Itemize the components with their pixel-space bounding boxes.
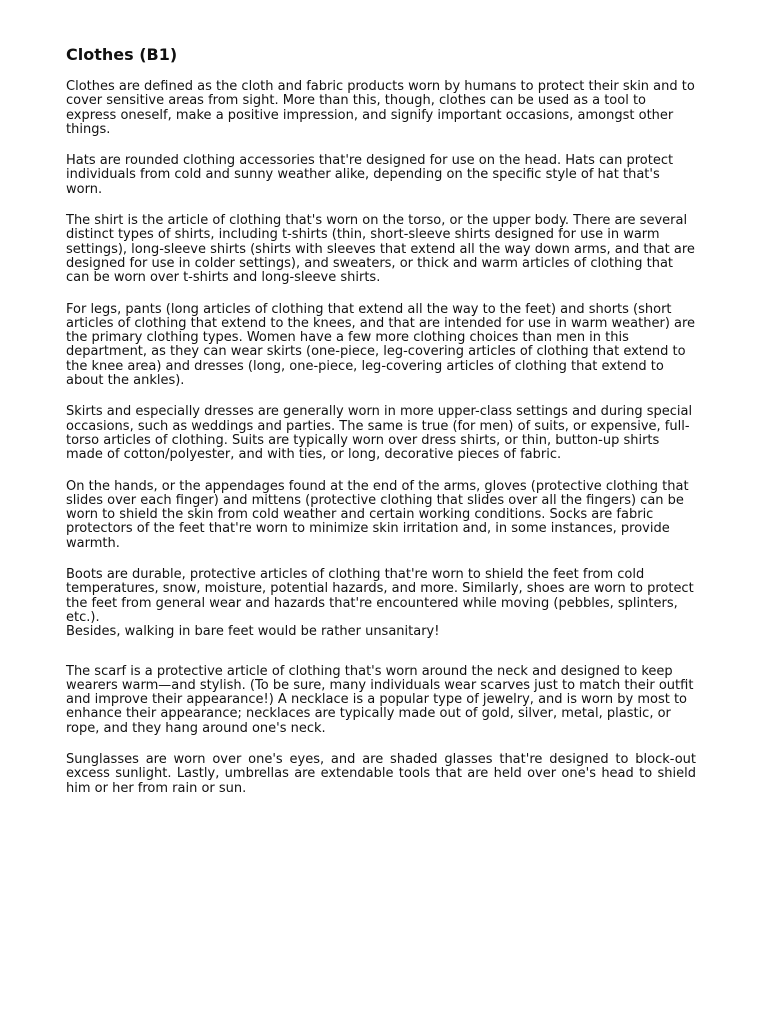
paragraph-gloves-socks: On the hands, or the appendages found at the end of the arms, gloves (protective clothing that slides over each finger) and mittens (protective clothing that slides over all the fingers) can be worn to shield the skin from cold weather and certain working conditions. Socks are fabric protectors of the feet that're worn to minimize skin irritation and, in some instances, provide warmth. bbox=[66, 478, 689, 551]
paragraph-skirts-suits: Skirts and especially dresses are generally worn in more upper-class settings and during special occasions, such as weddings and parties. The same is true (for men) of suits, or expensive, full-torso articles of clothing. Suits are typically worn over dress shirts, or thin, button-up shirts made of cotton/polyester, and with ties, or long, decorative pieces of fabric. bbox=[66, 404, 693, 463]
document-title: Clothes (B1) bbox=[66, 45, 178, 64]
paragraph-clothes-definition: Clothes are defined as the cloth and fabric products worn by humans to protect their skin and to cover sensitive areas from sight. More than this, though, clothes can be used as a tool to express oneself, make a positive impression, and signify important occasions, amongst other things. bbox=[66, 79, 695, 137]
paragraph-shirts: The shirt is the article of clothing that's worn on the torso, or the upper body. There are several distinct types of shirts, including t-shirts (thin, short-sleeve shirts designed for use in warm settings), long-sleeve shirts (shirts with sleeves that extend all the way down arms, and that are designed for use in colder settings), and sweaters, or thick and warm articles of clothing that can be worn over t-shirts and long-sleeve shirts. bbox=[66, 213, 695, 286]
paragraph-bare-feet: Besides, walking in bare feet would be rather unsanitary! bbox=[66, 624, 440, 640]
paragraph-legs: For legs, pants (long articles of clothing that extend all the way to the feet) and shorts (short articles of clothing that extend to the knees, and that are intended for use in warm weather) are the primary clothing types. Women have a few more clothing choices than men in this department, as they can wear skirts (one-piece, leg-covering articles of clothing that extend to the knee area) and dresses (long, one-piece, leg-covering articles of clothing that extend to about the ankles). bbox=[66, 301, 696, 389]
document-page bbox=[66, 44, 696, 813]
paragraph-hats: Hats are rounded clothing accessories that're designed for use on the head. Hats can protect individuals from cold and sunny weather alike, depending on the specific style of hat that's worn. bbox=[66, 153, 674, 197]
paragraph-boots-shoes: Boots are durable, protective articles of clothing that're worn to shield the feet from cold temperatures, snow, moisture, potential hazards, and more. Similarly, shoes are worn to protect the feet from general wear and hazards that're encountered while moving (pebbles, splinters, etc.). bbox=[66, 567, 694, 625]
paragraph-sunglasses-umbrellas: Sunglasses are worn over one's eyes, and are shaded glasses that're designed to block-out excess sunlight. Lastly, umbrellas are extendable tools that are held over one's head to shield him or her from rain or sun. bbox=[66, 751, 696, 796]
paragraph-scarf-necklace: The scarf is a protective article of clothing that's worn around the neck and designed to keep wearers warm—and stylish. (To be sure, many individuals wear scarves just to match their outfit and improve their appearance!) A necklace is a popular type of jewelry, and is worn by most to enhance their appearance; necklaces are typically made out of gold, silver, metal, plastic, or rope, and they hang around one's neck. bbox=[66, 663, 694, 736]
